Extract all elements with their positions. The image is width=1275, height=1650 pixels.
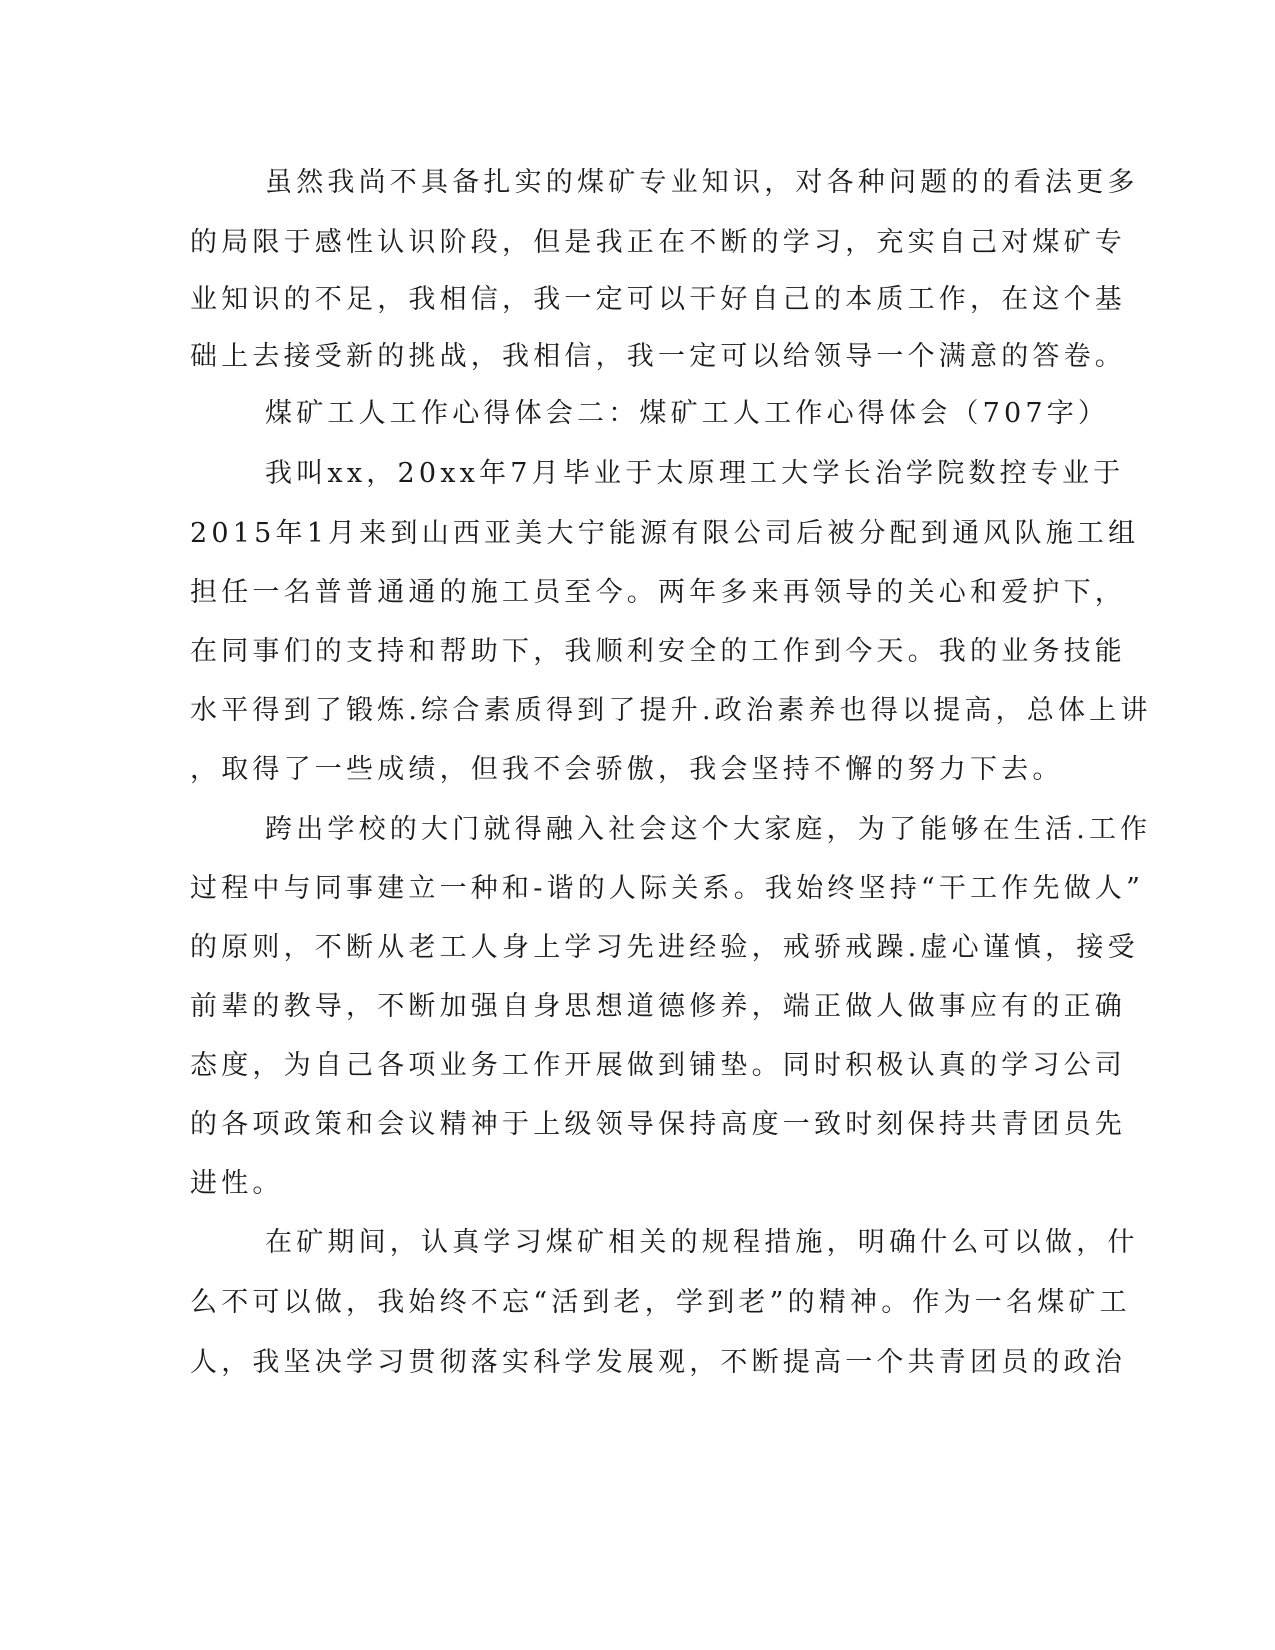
text-line: 的原则，不断从老工人身上学习先进经验，戒骄戒躁.虚心谨慎，接受 xyxy=(190,932,1139,963)
text-line: ，取得了一些成绩，但我不会骄傲，我会坚持不懈的努力下去。 xyxy=(190,754,1064,785)
text-line: 的局限于感性认识阶段，但是我正在不断的学习，充实自己对煤矿专 xyxy=(190,227,1126,258)
text-line: 担任一名普普通通的施工员至今。两年多来再领导的关心和爱护下， xyxy=(190,577,1126,608)
text-line: 跨出学校的大门就得融入社会这个大家庭，为了能够在生活.工作 xyxy=(265,814,1152,845)
text-line: 虽然我尚不具备扎实的煤矿专业知识，对各种问题的的看法更多 xyxy=(265,167,1139,198)
text-line: 人，我坚决学习贯彻落实科学发展观，不断提高一个共青团员的政治 xyxy=(190,1347,1126,1378)
text-line: 过程中与同事建立一种和-谐的人际关系。我始终坚持“干工作先做人” xyxy=(190,873,1145,904)
text-line: 进性。 xyxy=(190,1168,284,1199)
section-heading: 煤矿工人工作心得体会二：煤矿工人工作心得体会（707字） xyxy=(265,398,1110,429)
text-line: 在同事们的支持和帮助下，我顺利安全的工作到今天。我的业务技能 xyxy=(190,636,1126,667)
text-line: 业知识的不足，我相信，我一定可以干好自己的本质工作，在这个基 xyxy=(190,284,1126,315)
text-line: 前辈的教导，不断加强自身思想道德修养，端正做人做事应有的正确 xyxy=(190,991,1126,1022)
text-line: 我叫xx，20xx年7月毕业于太原理工大学长治学院数控专业于 xyxy=(265,458,1125,489)
text-line: 础上去接受新的挑战，我相信，我一定可以给领导一个满意的答卷。 xyxy=(190,341,1126,372)
text-line: 态度，为自己各项业务工作开展做到铺垫。同时积极认真的学习公司 xyxy=(190,1050,1126,1081)
text-line: 么不可以做，我始终不忘“活到老，学到老”的精神。作为一名煤矿工 xyxy=(190,1287,1131,1318)
text-line: 水平得到了锻炼.综合素质得到了提升.政治素养也得以提高，总体上讲 xyxy=(190,695,1152,726)
text-line: 的各项政策和会议精神于上级领导保持高度一致时刻保持共青团员先 xyxy=(190,1109,1126,1140)
text-line: 2015年1月来到山西亚美大宁能源有限公司后被分配到通风队施工组 xyxy=(190,518,1140,549)
text-line: 在矿期间，认真学习煤矿相关的规程措施，明确什么可以做，什 xyxy=(265,1227,1139,1258)
